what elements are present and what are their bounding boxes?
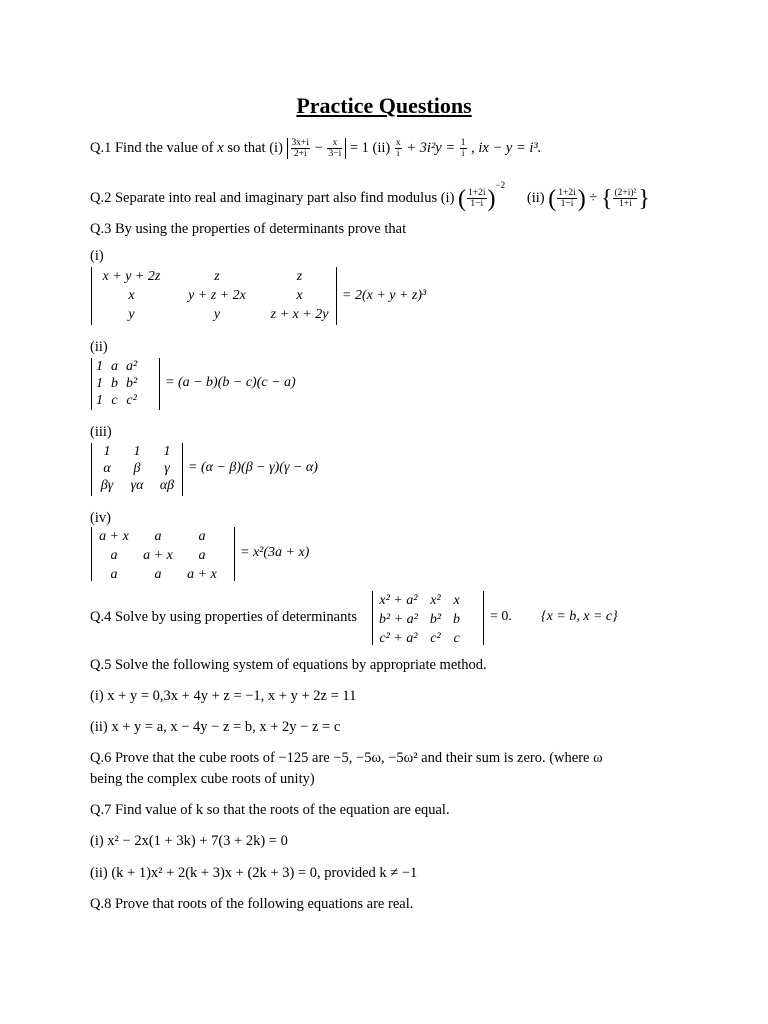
det-cell: a [110,566,118,582]
q1-variable: x [217,139,224,156]
q1-lead: Q.1 Find the value of [90,139,214,156]
det-cell: 1 [103,443,111,459]
q4-answer: {x = b, x = c} [541,609,618,624]
q7-part-ii: (ii) (k + 1)x² + 2(k + 3)x + (2k + 3) = 0, provided k ≠ −1 [90,865,418,881]
det-cell: a + x [99,528,129,544]
question-4: Q.4 Solve by using properties of determinants [90,609,357,625]
q1-f4-den: i [461,149,465,159]
det-cell: γ [164,460,170,476]
q1-tail: , ix − y = i³. [471,139,542,156]
det-cell: β [133,460,141,476]
det-cell: x² + a² [379,592,418,608]
q3-part-ii-determinant [91,358,160,410]
det-cell: b [453,611,461,627]
det-cell: a + x [187,566,217,582]
det-cell: 1 [163,443,171,459]
q2-exponent: −2 [495,180,506,190]
q3-part-i-determinant [91,267,337,325]
q2-f2-den: 1−i [560,199,574,210]
det-cell: a [110,547,118,563]
det-cell: a [198,547,206,563]
question-7: Q.7 Find value of k so that the roots of the equation are equal. [90,802,450,818]
q1-lead2: so that (i) [227,139,283,156]
det-cell: y [213,306,221,322]
q1-fraction-2 [327,138,342,159]
q3-part-i-rhs: = 2(x + y + z)³ [342,288,427,303]
det-cell: b² + a² [379,611,418,627]
det-cell: c² [430,630,441,646]
det-cell: c² + a² [379,630,418,646]
q3-part-iv-determinant [91,527,235,581]
q3-part-ii-rhs: = (a − b)(b − c)(c − a) [165,375,296,390]
q1-eq1: = 1 (ii) [349,139,391,156]
q5-part-ii: (ii) x + y = a, x − 4y − z = b, x + 2y − z = c [90,719,341,735]
page-title: Practice Questions [296,93,472,118]
det-cell: α [103,460,111,476]
det-cell: 1 [96,358,103,374]
det-cell: x [296,287,303,303]
det-cell: x² [430,592,441,608]
q2-fraction-1 [467,188,487,209]
det-cell: x [453,592,460,608]
det-cell: αβ [159,477,175,493]
q2-fraction-3 [613,188,637,209]
det-cell: c [111,392,118,408]
q1-f4-num: 1 [460,138,466,148]
q3-part-iii-rhs: = (α − β)(β − γ)(γ − α) [188,460,318,475]
det-cell: x [128,287,135,303]
q3-part-iii-determinant [91,443,183,496]
q1-mid: + 3i²y = [406,139,456,156]
det-cell: y + z + 2x [188,287,246,303]
det-cell: 1 [133,443,141,459]
det-cell: 1 [96,392,103,408]
q2-f3-num: (2+i)² [614,188,637,199]
q1-f3-num: x [395,138,401,148]
det-cell: y [128,306,135,322]
det-cell: βγ [100,477,114,493]
q2-part2: (ii) [526,190,545,206]
det-cell: z [296,268,303,284]
q2-div: ÷ [589,190,598,206]
q2-f2-num: 1+2i [558,188,576,199]
q1-abs-expression [287,138,347,159]
q3-part-i-label: (i) [90,248,104,264]
det-cell: c [453,630,460,646]
q1-f1-den: 2+i [293,149,307,159]
q3-part-iv-rhs: = x²(3a + x) [240,545,310,560]
q2-f1-num: 1+2i [468,188,486,199]
q3-part-iii-label: (iii) [90,424,112,440]
det-cell: b [111,375,118,391]
q1-f2-den: 3−i [328,149,342,159]
det-cell: a + x [143,547,173,563]
question-6-line-1: Q.6 Prove that the cube roots of −125 are −5, −5ω, −5ω² and their sum is zero. (where ω [90,750,603,766]
q2-fraction-2 [557,188,577,209]
q5-part-i: (i) x + y = 0,3x + 4y + z = −1, x + y + 2z = 11 [90,688,357,704]
q4-rhs: = 0. [490,609,512,624]
det-cell: x + y + 2z [102,268,161,284]
det-cell: c² [126,392,137,408]
question-6-line-2: being the complex cube roots of unity) [90,771,315,787]
q1-fraction-4 [460,138,467,159]
q1-f3-den: i [396,149,400,159]
question-8: Q.8 Prove that roots of the following equations are real. [90,896,414,912]
q1-fraction-1 [291,138,311,159]
question-2: Q.2 Separate into real and imaginary part also find modulus (i) ( $\frac{1+2i}{1-i}$ )$^{-2}$ (ii) ( $\frac{1+2i}{1-i}$ ) ÷ { $\frac{\text{(2+i)²}}{1+i}$ } [90,180,650,212]
det-cell: a [154,528,162,544]
q1-f1-num: 3x+i [291,138,310,148]
det-cell: a² [126,358,138,374]
q1-minus: − [314,139,323,156]
q2-lead: Q.2 Separate into real and imaginary part also find modulus (i) [90,190,455,206]
q1-f2-num: x [327,138,342,149]
det-cell: z + x + 2y [270,306,329,322]
det-cell: z [214,268,220,284]
det-cell: 1 [96,375,103,391]
q2-f1-den: 1−i [470,199,484,210]
question-3: Q.3 By using the properties of determinants prove that [90,221,407,237]
det-cell: a [154,566,162,582]
det-cell: γα [130,477,144,493]
q2-f3-den: 1+i [619,199,632,210]
q7-part-i: (i) x² − 2x(1 + 3k) + 7(3 + 2k) = 0 [90,833,288,849]
q4-determinant [372,591,484,645]
q3-part-ii-label: (ii) [90,339,108,355]
det-cell: a [111,358,118,374]
question-1 [90,138,541,159]
q3-part-iv-label: (iv) [90,510,111,526]
det-cell: a [198,528,206,544]
q1-fraction-3 [395,138,402,159]
det-cell: b² [126,375,138,391]
question-5: Q.5 Solve the following system of equations by appropriate method. [90,657,487,673]
det-cell: b² [429,611,442,627]
